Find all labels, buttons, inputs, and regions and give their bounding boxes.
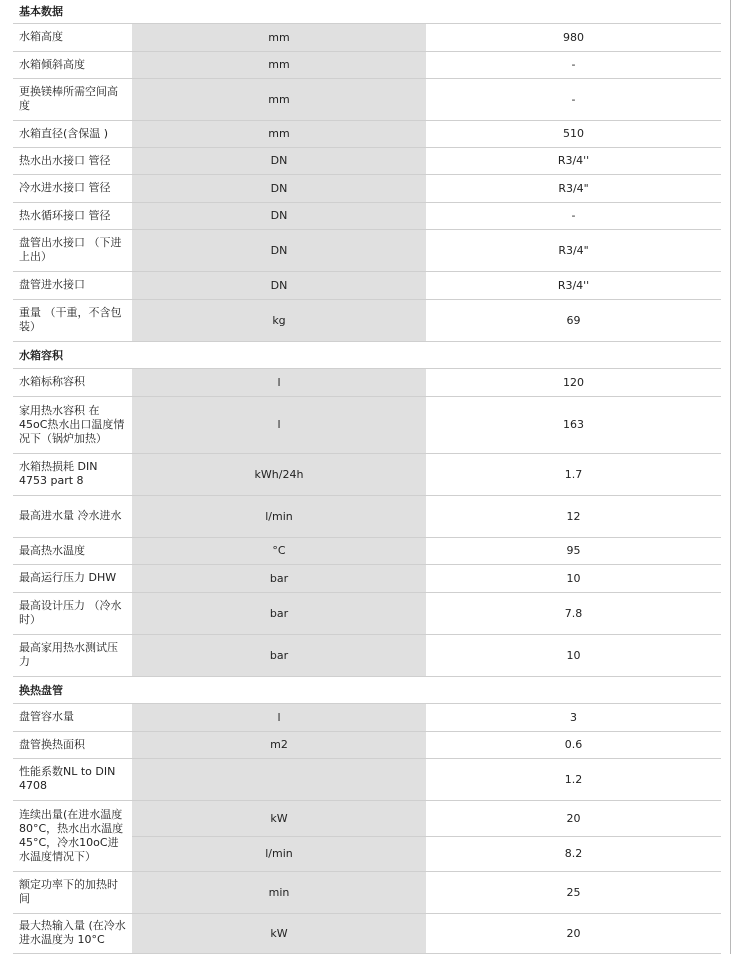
spec-name: 最高家用热水测试压力 xyxy=(13,634,132,676)
spec-table-body xyxy=(13,0,721,953)
spec-value: 163 xyxy=(426,396,721,453)
spec-name: 更换镁棒所需空间高度 xyxy=(13,78,132,120)
spec-unit: kg xyxy=(132,299,426,341)
spec-unit: DN xyxy=(132,271,426,299)
spec-row xyxy=(13,396,721,453)
spec-row xyxy=(13,913,721,953)
spec-row xyxy=(13,871,721,913)
spec-name: 最高运行压力 DHW xyxy=(13,564,132,592)
spec-row xyxy=(13,147,721,174)
spec-value: 7.8 xyxy=(426,592,721,634)
spec-value: 25 xyxy=(426,871,721,913)
spec-row xyxy=(13,564,721,592)
spec-row xyxy=(13,51,721,78)
spec-value: 3 xyxy=(426,703,721,731)
spec-value: 1.2 xyxy=(426,758,721,800)
spec-unit: DN xyxy=(132,174,426,202)
spec-name: 盘管换热面积 xyxy=(13,731,132,758)
spec-name: 水箱直径(含保温 ) xyxy=(13,120,132,147)
spec-value: R3/4'' xyxy=(426,271,721,299)
spec-unit: bar xyxy=(132,592,426,634)
spec-value: 1.7 xyxy=(426,453,721,495)
spec-value: - xyxy=(426,51,721,78)
spec-row xyxy=(13,120,721,147)
spec-unit: mm xyxy=(132,120,426,147)
spec-row xyxy=(13,23,721,51)
spec-row xyxy=(13,495,721,537)
spec-unit: min xyxy=(132,871,426,913)
spec-value: 12 xyxy=(426,495,721,537)
spec-value: 10 xyxy=(426,634,721,676)
spec-row xyxy=(13,202,721,229)
spec-row xyxy=(13,299,721,341)
spec-row xyxy=(13,634,721,676)
spec-name: 水箱倾斜高度 xyxy=(13,51,132,78)
spec-name: 连续出量(在进水温度80°C，热水出水温度45°C，冷水10oC进水温度情况下） xyxy=(13,800,132,871)
spec-unit: DN xyxy=(132,147,426,174)
spec-value: R3/4'' xyxy=(426,147,721,174)
spec-unit: bar xyxy=(132,634,426,676)
spec-value: - xyxy=(426,202,721,229)
spec-name: 冷水进水接口 管径 xyxy=(13,174,132,202)
spec-value: 20 xyxy=(426,913,721,953)
section-row xyxy=(13,676,721,703)
spec-unit: mm xyxy=(132,23,426,51)
spec-value: 69 xyxy=(426,299,721,341)
spec-unit: bar xyxy=(132,564,426,592)
spec-value: 20 xyxy=(426,800,721,836)
spec-row xyxy=(13,174,721,202)
spec-row xyxy=(13,78,721,120)
spec-row xyxy=(13,537,721,564)
spec-value: 95 xyxy=(426,537,721,564)
spec-name: 热水循环接口 管径 xyxy=(13,202,132,229)
spec-name: 水箱热损耗 DIN 4753 part 8 xyxy=(13,453,132,495)
spec-unit: kWh/24h xyxy=(132,453,426,495)
spec-row xyxy=(13,800,721,836)
spec-value: 0.6 xyxy=(426,731,721,758)
spec-value: 8.2 xyxy=(426,836,721,871)
spec-unit: l xyxy=(132,368,426,396)
spec-unit: kW xyxy=(132,913,426,953)
spec-unit: mm xyxy=(132,51,426,78)
spec-unit: l xyxy=(132,703,426,731)
spec-name: 水箱标称容积 xyxy=(13,368,132,396)
spec-name: 水箱高度 xyxy=(13,23,132,51)
spec-row xyxy=(13,731,721,758)
spec-unit: l/min xyxy=(132,495,426,537)
section-heading: 水箱容积 xyxy=(13,341,721,368)
spec-value: 120 xyxy=(426,368,721,396)
spec-row xyxy=(13,229,721,271)
spec-unit xyxy=(132,758,426,800)
spec-unit: l/min xyxy=(132,836,426,871)
section-row xyxy=(13,0,721,23)
spec-name: 重量 （干重，不含包装） xyxy=(13,299,132,341)
spec-unit: DN xyxy=(132,202,426,229)
spec-name: 最大热输入量 (在冷水进水温度为 10°C xyxy=(13,913,132,953)
spec-name: 盘管进水接口 xyxy=(13,271,132,299)
spec-value: R3/4" xyxy=(426,174,721,202)
spec-row xyxy=(13,758,721,800)
spec-row xyxy=(13,271,721,299)
spec-name: 性能系数NL to DIN 4708 xyxy=(13,758,132,800)
spec-unit: m2 xyxy=(132,731,426,758)
spec-name: 家用热水容积 在45oC热水出口温度情况下（锅炉加热） xyxy=(13,396,132,453)
spec-name: 盘管容水量 xyxy=(13,703,132,731)
section-heading: 换热盘管 xyxy=(13,676,721,703)
spec-row xyxy=(13,368,721,396)
spec-unit: °C xyxy=(132,537,426,564)
spec-name: 最高进水量 冷水进水 xyxy=(13,495,132,537)
spec-name: 盘管出水接口 （下进上出） xyxy=(13,229,132,271)
spec-unit: kW xyxy=(132,800,426,836)
spec-name: 额定功率下的加热时间 xyxy=(13,871,132,913)
spec-row xyxy=(13,453,721,495)
page-right-border xyxy=(730,0,731,954)
spec-name: 热水出水接口 管径 xyxy=(13,147,132,174)
spec-row xyxy=(13,592,721,634)
spec-value: 980 xyxy=(426,23,721,51)
spec-value: R3/4" xyxy=(426,229,721,271)
spec-unit: l xyxy=(132,396,426,453)
spec-name: 最高设计压力 （冷水时） xyxy=(13,592,132,634)
spec-value: 10 xyxy=(426,564,721,592)
spec-value: - xyxy=(426,78,721,120)
spec-unit: DN xyxy=(132,229,426,271)
spec-value: 510 xyxy=(426,120,721,147)
spec-row xyxy=(13,703,721,731)
spec-unit: mm xyxy=(132,78,426,120)
spec-table xyxy=(13,0,721,954)
section-heading: 基本数据 xyxy=(13,0,721,23)
section-row xyxy=(13,341,721,368)
spec-name: 最高热水温度 xyxy=(13,537,132,564)
